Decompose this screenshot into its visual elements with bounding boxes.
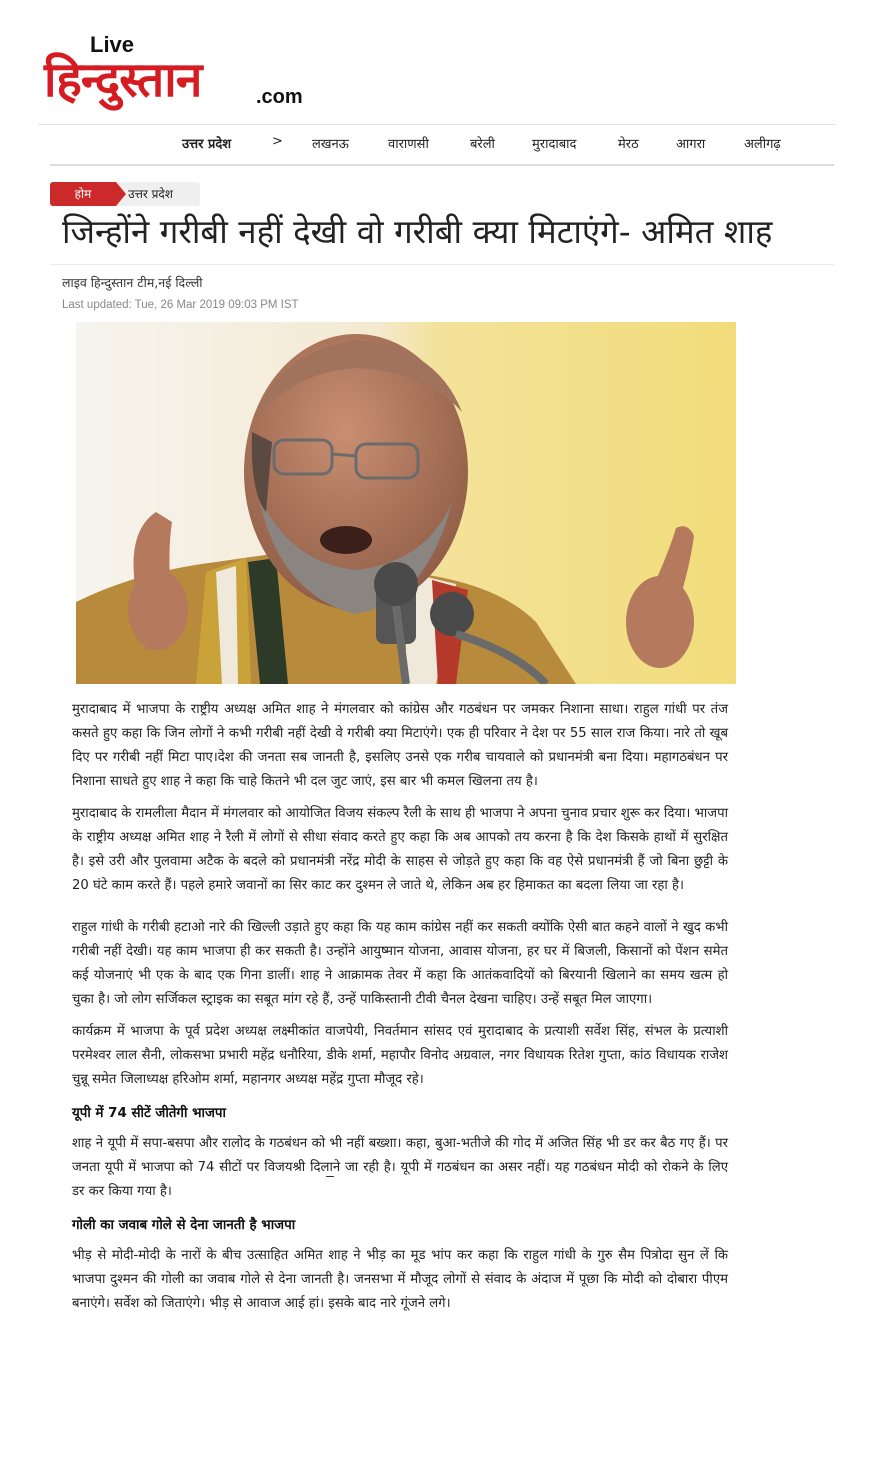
nav-item-bareilly[interactable]: बरेली — [470, 137, 495, 152]
paragraph-spacer — [72, 906, 728, 916]
article-byline: लाइव हिन्दुस्तान टीम,नई दिल्ली — [62, 275, 203, 290]
nav-item-state[interactable]: उत्तर प्रदेश — [182, 137, 232, 152]
article-subheading: यूपी में 74 सीटें जीतेगी भाजपा — [72, 1106, 226, 1121]
breadcrumb — [50, 182, 200, 206]
article-paragraph: मुरादाबाद के रामलीला मैदान में मंगलवार को आयोजित विजय संकल्प रैली के साथ ही भाजपा ने अपना चुनाव प्रचार शुरू कर दिया। भाजपा के राष्ट्रीय अध्यक्ष अमित शाह ने रैली में लोगों से सीधा संवाद करते हुए कहा कि अब आपको तय करना है कि देश किसके हाथों में सुरक्षित है। इसे उरी और पुलवामा अटैक के बदले को प्रधानमंत्री नरेंद्र मोदी के साहस से जोड़ते हुए कहा कि वह ऐसे प्रधानमंत्री हैं जो बिना छुट्टी के 20 घंटे काम करते हैं। पहले हमारे जवानों का सिर काट कर दुश्मन ले जाते थे, लेकिन अब हर हिमाकत का बदला लिया जा रहा है। — [72, 806, 728, 893]
nav-item-lucknow[interactable]: लखनऊ — [312, 137, 349, 152]
article-subheading: गोली का जवाब गोले से देना जानती है भाजपा — [72, 1218, 296, 1233]
nav-item-agra[interactable]: आगरा — [676, 137, 706, 152]
nav-item-meerut[interactable]: मेरठ — [618, 137, 639, 152]
breadcrumb-home[interactable]: होम — [50, 182, 116, 206]
header-divider — [38, 124, 836, 125]
nav-chevron-icon: > — [272, 134, 283, 149]
article-paragraph: शाह ने यूपी में सपा-बसपा और रालोद के गठबंधन को भी नहीं बख्शा। कहा, बुआ-भतीजे की गोद में अजित सिंह भी डर कर बैठ गए हैं। पर जनता यूपी में भाजपा को 74 सीटों पर विजयश्री दिलाने जा रही है। यूपी में गठबंधन का असर नहीं। यह गठबंधन मोदी को रोकने के लिए डर कर किया गया है। — [72, 1136, 728, 1199]
nav-divider — [50, 164, 834, 166]
breadcrumb-section[interactable]: उत्तर प्रदेश — [128, 187, 173, 201]
article-paragraph: कार्यक्रम में भाजपा के पूर्व प्रदेश अध्यक्ष लक्ष्मीकांत वाजपेयी, निवर्तमान सांसद एवं मुरादाबाद के प्रत्याशी सर्वेश सिंह, संभल के प्रत्याशी परमेश्वर लाल सैनी, लोकसभा प्रभारी महेंद्र धनौरिया, डीके शर्मा, महापौर विनोद अग्रवाल, नगर विधायक रितेश गुप्ता, कांठ विधायक राजेश चुन्नू समेत जिलाध्यक्ष हरिओम शर्मा, महानगर अध्यक्ष महेंद्र गुप्ता मौजूद रहे। — [72, 1024, 728, 1087]
site-logo[interactable] — [44, 30, 319, 114]
logo-live-text: Live — [90, 32, 135, 57]
article-updated: Last updated: Tue, 26 Mar 2019 09:03 PM IST — [62, 299, 299, 311]
article-image — [76, 322, 736, 684]
article-paragraph: मुरादाबाद में भाजपा के राष्ट्रीय अध्यक्ष अमित शाह ने मंगलवार को कांग्रेस और गठबंधन पर जमकर निशाना साधा। राहुल गांधी पर तंज कसते हुए कहा कि जिन लोगों ने कभी गरीबी नहीं देखी वे गरीबी क्या मिटाएंगे। एक ही परिवार ने देश पर 55 साल राज किया। नारे तो खूब दिए पर गरीबी नहीं मिटा पाए।देश की जनता सब जानती है, इसलिए उनसे एक गरीब चायवाले को प्रधानमंत्री बना दिया। महागठबंधन पर निशाना साधते हुए शाह ने कहा कि चाहे कितने भी दल जुट जाएं, इस बार भी कमल खिलना तय है। — [72, 702, 728, 789]
article-paragraph: राहुल गांधी के गरीबी हटाओ नारे की खिल्ली उड़ाते हुए कहा कि यह काम कांग्रेस नहीं कर सकती क्योंकि ऐसी बात कहने वालों ने खुद कभी गरीबी नहीं देखी। यह काम भाजपा ही कर सकती है। उन्होंने आयुष्मान योजना, आवास योजना, हर घर में बिजली, किसानों को पेंशन समेत कई योजनाएं भी एक के बाद एक गिना डालीं। शाह ने आक्रामक तेवर में कहा कि आतंकवादियों को बिरयानी खिलाने का समय खत्म हो चुका है। जो लोग सर्जिकल स्ट्राइक का सबूत मांग रहे हैं, उन्हें पाकिस्तानी टीवी चैनल देखना चाहिए। उन्हें सबूत मिल जाएगा। — [72, 920, 728, 1007]
nav-item-varanasi[interactable]: वाराणसी — [388, 137, 429, 152]
nav-item-aligarh[interactable]: अलीगढ़ — [744, 137, 781, 152]
logo-brand-text: हिन्दुस्तान — [44, 52, 202, 108]
stray-dash — [326, 1176, 334, 1177]
article-body — [72, 698, 728, 1324]
logo-domain-text: .com — [256, 86, 303, 108]
nav-item-moradabad[interactable]: मुरादाबाद — [532, 137, 577, 152]
title-divider — [50, 264, 834, 265]
article-title: जिन्होंने गरीबी नहीं देखी वो गरीबी क्या मिटाएंगे- अमित शाह — [62, 212, 773, 251]
article-paragraph: भीड़ से मोदी-मोदी के नारों के बीच उत्साहित अमित शाह ने भीड़ का मूड भांप कर कहा कि राहुल गांधी के गुरु सैम पित्रोदा सुन लें कि भाजपा दुश्मन की गोली का जवाब गोले से देना जानती है। जनसभा में मौजूद लोगों से संवाद के अंदाज में पूछा कि मोदी को दोबारा पीएम बनाएंगे। सर्वेश को जिताएंगे। भीड़ से आवाज आई हां। इसके बाद नारे गूंजने लगे। — [72, 1248, 728, 1311]
